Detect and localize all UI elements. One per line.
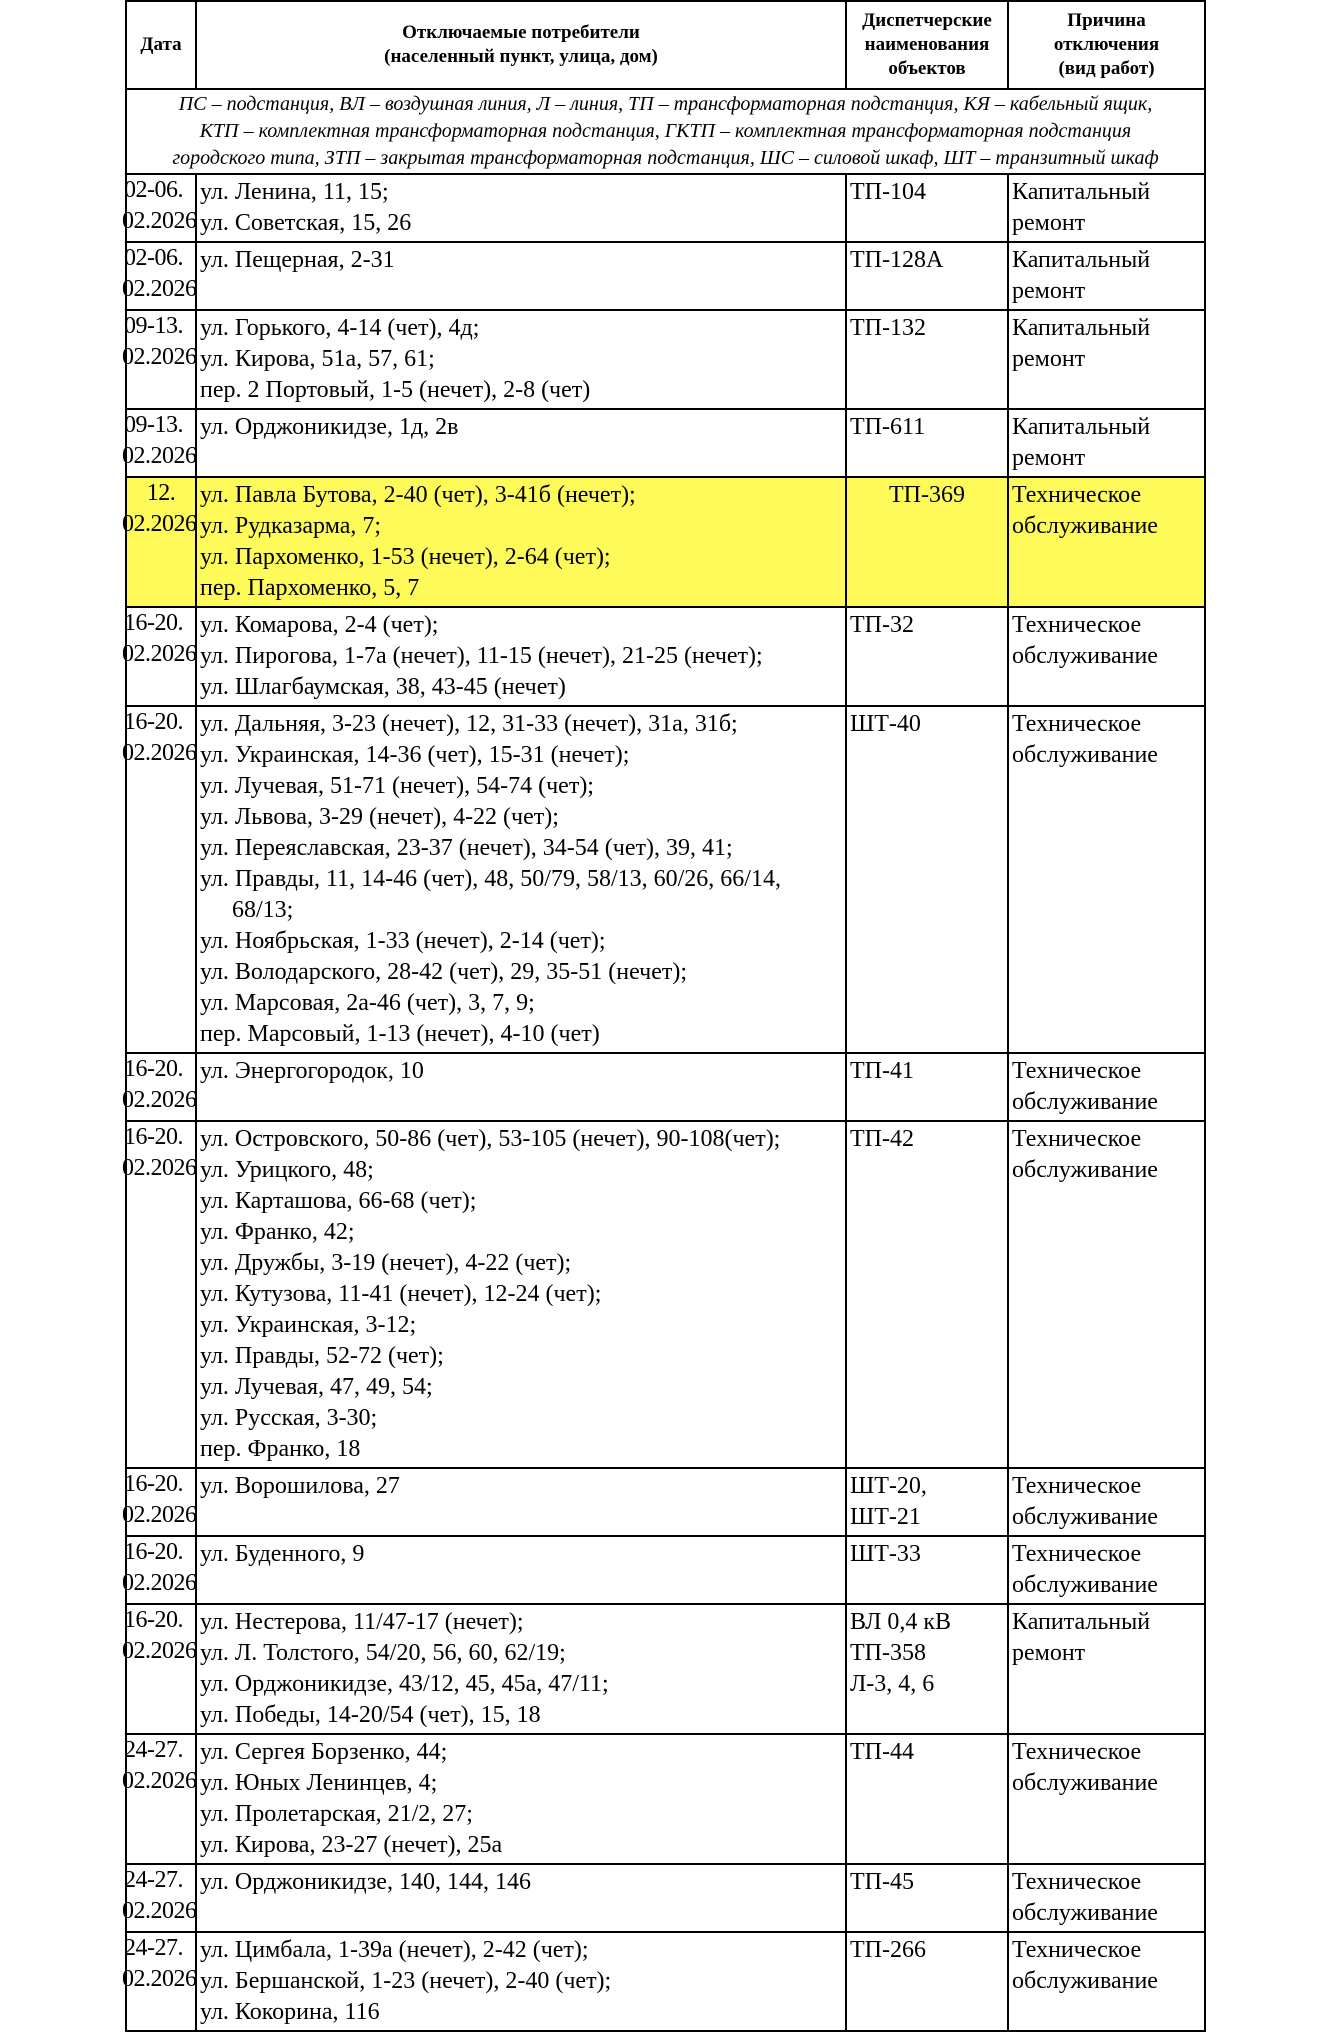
consumer-address: ул. Кокорина, 116 xyxy=(200,1999,380,2025)
schedule-row xyxy=(126,174,1205,242)
consumer-address: ул. Юных Ленинцев, 4; xyxy=(200,1770,438,1796)
reason-text: обслуживание xyxy=(1012,1157,1158,1183)
date-cell xyxy=(122,1053,197,1121)
reason-text: ремонт xyxy=(1012,346,1086,372)
dispatch-object-name: ШТ-20, xyxy=(850,1473,927,1499)
reason-text: Техническое xyxy=(1012,612,1142,638)
dispatch-object-name: ТП-128А xyxy=(850,247,944,273)
consumer-address: ул. Кутузова, 11-41 (нечет), 12-24 (чет); xyxy=(200,1281,602,1307)
consumers-cell xyxy=(196,1734,846,1864)
date-text: 12. xyxy=(146,480,176,506)
dispatch-object-cell xyxy=(846,1604,1008,1734)
consumer-address: ул. Сергея Борзенко, 44; xyxy=(200,1739,448,1765)
reason-text: Техническое xyxy=(1012,1739,1142,1765)
reason-text: Техническое xyxy=(1012,482,1142,508)
dispatch-object-name: ШТ-40 xyxy=(850,711,921,737)
date-text: 02.2026 xyxy=(122,1155,197,1181)
reason-cell xyxy=(1008,310,1205,409)
schedule-row xyxy=(126,1932,1205,2031)
reason-cell xyxy=(1008,1734,1205,1864)
consumer-address: ул. Львова, 3-29 (нечет), 4-22 (чет); xyxy=(200,804,559,830)
reason-cell xyxy=(1008,1121,1205,1468)
consumer-address: ул. Переяславская, 23-37 (нечет), 34-54 (чет), 39, 41; xyxy=(200,835,733,861)
consumer-address: ул. Шлагбаумская, 38, 43-45 (нечет) xyxy=(200,674,566,700)
date-text: 02.2026 xyxy=(122,1570,197,1596)
reason-text: обслуживание xyxy=(1012,1968,1158,1994)
dispatch-object-cell xyxy=(846,1053,1008,1121)
reason-cell xyxy=(1008,409,1205,477)
reason-text: ремонт xyxy=(1012,1640,1086,1666)
reason-text: Техническое xyxy=(1012,1869,1142,1895)
consumer-address: пер. 2 Портовый, 1-5 (нечет), 2-8 (чет) xyxy=(200,377,591,403)
schedule-row xyxy=(126,1536,1205,1604)
reason-text: обслуживание xyxy=(1012,1770,1158,1796)
schedule-row xyxy=(126,1468,1205,1536)
date-cell xyxy=(122,174,197,242)
consumers-cell xyxy=(196,174,846,242)
consumer-address: ул. Энергогородок, 10 xyxy=(200,1058,424,1084)
consumers-cell xyxy=(196,1604,846,1734)
consumer-address: ул. Украинская, 14-36 (чет), 15-31 (нечет); xyxy=(200,742,630,768)
date-cell xyxy=(122,607,197,706)
consumers-cell xyxy=(196,1536,846,1604)
dispatch-object-cell xyxy=(846,477,1008,607)
reason-cell xyxy=(1008,706,1205,1053)
consumers-cell xyxy=(196,1468,846,1536)
outage-schedule-table xyxy=(122,0,1206,2032)
consumer-address: ул. Комарова, 2-4 (чет); xyxy=(200,612,439,638)
consumers-cell xyxy=(196,409,846,477)
reason-text: обслуживание xyxy=(1012,1900,1158,1926)
dispatch-object-name: ТП-611 xyxy=(850,414,926,440)
reason-text: Капитальный xyxy=(1012,247,1151,273)
date-text: 16-20. xyxy=(124,1056,183,1082)
reason-cell xyxy=(1008,1536,1205,1604)
dispatch-object-cell xyxy=(846,706,1008,1053)
abbreviation-legend: ПС – подстанция, ВЛ – воздушная линия, Л – линия, ТП – трансформаторная подстанция, КЯ – кабельный ящик, КТП – комплектная трансформаторная подстанция, ГКТП – комплектная трансформаторная подстанция городского типа, ЗТП – закрытая трансформаторная подстанция, ШС – силовой шкаф, ШТ – транзитный шкаф xyxy=(126,89,1205,174)
date-text: 02-06. xyxy=(124,177,183,203)
consumer-address: ул. Правды, 11, 14-46 (чет), 48, 50/79, 58/13, 60/26, 66/14, xyxy=(200,866,781,892)
reason-text: обслуживание xyxy=(1012,513,1158,539)
consumer-address: ул. Рудказарма, 7; xyxy=(200,513,382,539)
date-text: 02.2026 xyxy=(122,641,197,667)
reason-text: ремонт xyxy=(1012,278,1086,304)
consumer-address: ул. Орджоникидзе, 140, 144, 146 xyxy=(200,1869,531,1895)
consumer-address: ул. Марсовая, 2а-46 (чет), 3, 7, 9; xyxy=(200,990,535,1016)
consumer-address: ул. Правды, 52-72 (чет); xyxy=(200,1343,444,1369)
schedule-row xyxy=(126,607,1205,706)
date-cell xyxy=(122,409,197,477)
date-text: 02.2026 xyxy=(122,1966,197,1992)
reason-text: Техническое xyxy=(1012,1126,1142,1152)
dispatch-object-name: ТП-358 xyxy=(850,1640,926,1666)
consumer-address: ул. Орджоникидзе, 1д, 2в xyxy=(200,414,459,440)
reason-cell xyxy=(1008,1864,1205,1932)
reason-cell xyxy=(1008,1604,1205,1734)
dispatch-object-name: ТП-41 xyxy=(850,1058,914,1084)
date-text: 09-13. xyxy=(124,313,183,339)
date-cell xyxy=(122,1604,197,1734)
date-cell xyxy=(122,1468,197,1536)
consumer-address: ул. Кирова, 23-27 (нечет), 25а xyxy=(200,1832,503,1858)
consumer-address: ул. Дальняя, 3-23 (нечет), 12, 31-33 (нечет), 31а, 31б; xyxy=(200,711,738,737)
consumers-cell xyxy=(196,477,846,607)
date-cell xyxy=(122,706,197,1053)
schedule-row-highlighted xyxy=(126,477,1205,607)
schedule-row xyxy=(126,1604,1205,1734)
date-text: 02.2026 xyxy=(122,276,197,302)
schedule-row xyxy=(126,1734,1205,1864)
reason-cell xyxy=(1008,1932,1205,2031)
schedule-row xyxy=(126,242,1205,310)
consumer-address: ул. Русская, 3-30; xyxy=(200,1405,378,1431)
reason-text: Капитальный xyxy=(1012,179,1151,205)
consumer-address: ул. Пархоменко, 1-53 (нечет), 2-64 (чет); xyxy=(200,544,611,570)
date-text: 16-20. xyxy=(124,1607,183,1633)
reason-text: обслуживание xyxy=(1012,1572,1158,1598)
consumer-address: ул. Франко, 42; xyxy=(200,1219,355,1245)
reason-cell xyxy=(1008,607,1205,706)
date-text: 16-20. xyxy=(124,610,183,636)
header-reason: Причина отключения (вид работ) xyxy=(1008,1,1205,89)
reason-cell xyxy=(1008,174,1205,242)
dispatch-object-name: Л-3, 4, 6 xyxy=(850,1671,935,1697)
consumer-address: ул. Урицкого, 48; xyxy=(200,1157,374,1183)
reason-cell xyxy=(1008,477,1205,607)
reason-text: Техническое xyxy=(1012,1473,1142,1499)
reason-text: обслуживание xyxy=(1012,742,1158,768)
header-objects: Диспетчерские наименования объектов xyxy=(846,1,1008,89)
consumer-address: ул. Лучевая, 51-71 (нечет), 54-74 (чет); xyxy=(200,773,594,799)
dispatch-object-name: ШТ-33 xyxy=(850,1541,921,1567)
schedule-row xyxy=(126,1121,1205,1468)
dispatch-object-name: ТП-369 xyxy=(889,482,965,508)
date-text: 02.2026 xyxy=(122,1087,197,1113)
consumer-address: ул. Володарского, 28-42 (чет), 29, 35-51 (нечет); xyxy=(200,959,688,985)
consumer-address: ул. Буденного, 9 xyxy=(200,1541,365,1567)
consumer-address: ул. Карташова, 66-68 (чет); xyxy=(200,1188,477,1214)
header-date: Дата xyxy=(126,1,196,89)
consumer-address: ул. Цимбала, 1-39а (нечет), 2-42 (чет); xyxy=(200,1937,589,1963)
legend-row xyxy=(126,89,1205,174)
date-text: 02.2026 xyxy=(122,740,197,766)
consumer-address: ул. Бершанской, 1-23 (нечет), 2-40 (чет); xyxy=(200,1968,612,1994)
reason-cell xyxy=(1008,1468,1205,1536)
dispatch-object-cell xyxy=(846,1932,1008,2031)
consumer-address: ул. Островского, 50-86 (чет), 53-105 (нечет), 90-108(чет); xyxy=(200,1126,781,1152)
dispatch-object-name: ТП-44 xyxy=(850,1739,914,1765)
date-cell xyxy=(122,1121,197,1468)
consumer-address: пер. Марсовый, 1-13 (нечет), 4-10 (чет) xyxy=(200,1021,600,1047)
consumer-address: ул. Нестерова, 11/47-17 (нечет); xyxy=(200,1609,524,1635)
date-text: 24-27. xyxy=(124,1867,183,1893)
header-row xyxy=(126,1,1205,89)
header-consumers: Отключаемые потребители (населенный пункт, улица, дом) xyxy=(196,1,846,89)
reason-text: обслуживание xyxy=(1012,1504,1158,1530)
consumer-address: ул. Ленина, 11, 15; xyxy=(200,179,389,205)
dispatch-object-name: ВЛ 0,4 кВ xyxy=(850,1609,952,1635)
consumer-address: ул. Орджоникидзе, 43/12, 45, 45а, 47/11; xyxy=(200,1671,609,1697)
dispatch-object-cell xyxy=(846,242,1008,310)
dispatch-object-name: ТП-42 xyxy=(850,1126,914,1152)
schedule-row xyxy=(126,706,1205,1053)
date-cell xyxy=(122,1536,197,1604)
date-text: 24-27. xyxy=(124,1935,183,1961)
consumer-address: 68/13; xyxy=(232,897,294,923)
date-cell xyxy=(122,1932,197,2031)
consumers-cell xyxy=(196,706,846,1053)
date-cell xyxy=(122,477,197,607)
dispatch-object-cell xyxy=(846,1734,1008,1864)
reason-cell xyxy=(1008,1053,1205,1121)
schedule-row xyxy=(126,1864,1205,1932)
dispatch-object-name: ШТ-21 xyxy=(850,1504,921,1530)
date-text: 16-20. xyxy=(124,1539,183,1565)
dispatch-object-cell xyxy=(846,1121,1008,1468)
consumer-address: ул. Пещерная, 2-31 xyxy=(200,247,395,273)
consumer-address: ул. Советская, 15, 26 xyxy=(200,210,412,236)
date-text: 02-06. xyxy=(124,245,183,271)
consumer-address: ул. Украинская, 3-12; xyxy=(200,1312,417,1338)
consumers-cell xyxy=(196,607,846,706)
date-cell xyxy=(122,242,197,310)
date-text: 02.2026 xyxy=(122,1898,197,1924)
date-text: 16-20. xyxy=(124,1471,183,1497)
reason-text: Техническое xyxy=(1012,1058,1142,1084)
date-text: 02.2026 xyxy=(122,208,197,234)
reason-text: обслуживание xyxy=(1012,1089,1158,1115)
consumer-address: ул. Павла Бутова, 2-40 (чет), 3-41б (нечет); xyxy=(200,482,636,508)
date-cell xyxy=(122,310,197,409)
consumer-address: ул. Лучевая, 47, 49, 54; xyxy=(200,1374,433,1400)
consumers-cell xyxy=(196,310,846,409)
consumer-address: ул. Ворошилова, 27 xyxy=(200,1473,400,1499)
dispatch-object-name: ТП-32 xyxy=(850,612,914,638)
consumer-address: пер. Франко, 18 xyxy=(200,1436,361,1462)
consumers-cell xyxy=(196,1121,846,1468)
consumer-address: ул. Горького, 4-14 (чет), 4д; xyxy=(200,315,480,341)
dispatch-object-name: ТП-266 xyxy=(850,1937,926,1963)
reason-text: ремонт xyxy=(1012,210,1086,236)
reason-text: обслуживание xyxy=(1012,643,1158,669)
date-cell xyxy=(122,1864,197,1932)
consumer-address: ул. Ноябрьская, 1-33 (нечет), 2-14 (чет); xyxy=(200,928,606,954)
dispatch-object-cell xyxy=(846,607,1008,706)
date-cell xyxy=(122,1734,197,1864)
consumer-address: ул. Пролетарская, 21/2, 27; xyxy=(200,1801,473,1827)
date-text: 16-20. xyxy=(124,1124,183,1150)
dispatch-object-cell xyxy=(846,310,1008,409)
date-text: 02.2026 xyxy=(122,1768,197,1794)
dispatch-object-cell xyxy=(846,409,1008,477)
reason-text: Техническое xyxy=(1012,1937,1142,1963)
dispatch-object-cell xyxy=(846,1468,1008,1536)
consumer-address: ул. Победы, 14-20/54 (чет), 15, 18 xyxy=(200,1702,541,1728)
consumers-cell xyxy=(196,1932,846,2031)
reason-text: Техническое xyxy=(1012,711,1142,737)
reason-text: Капитальный xyxy=(1012,1609,1151,1635)
date-text: 02.2026 xyxy=(122,511,197,537)
reason-text: Техническое xyxy=(1012,1541,1142,1567)
date-text: 02.2026 xyxy=(122,344,197,370)
date-text: 09-13. xyxy=(124,412,183,438)
reason-cell xyxy=(1008,242,1205,310)
consumer-address: ул. Кирова, 51а, 57, 61; xyxy=(200,346,435,372)
reason-text: ремонт xyxy=(1012,445,1086,471)
dispatch-object-cell xyxy=(846,174,1008,242)
dispatch-object-cell xyxy=(846,1536,1008,1604)
date-text: 02.2026 xyxy=(122,443,197,469)
schedule-row xyxy=(126,409,1205,477)
date-text: 02.2026 xyxy=(122,1638,197,1664)
consumers-cell xyxy=(196,1864,846,1932)
consumer-address: пер. Пархоменко, 5, 7 xyxy=(200,575,420,601)
consumer-address: ул. Л. Толстого, 54/20, 56, 60, 62/19; xyxy=(200,1640,566,1666)
date-text: 16-20. xyxy=(124,709,183,735)
consumers-cell xyxy=(196,242,846,310)
date-text: 02.2026 xyxy=(122,1502,197,1528)
consumer-address: ул. Дружбы, 3-19 (нечет), 4-22 (чет); xyxy=(200,1250,572,1276)
schedule-row xyxy=(126,1053,1205,1121)
consumers-cell xyxy=(196,1053,846,1121)
schedule-row xyxy=(126,310,1205,409)
reason-text: Капитальный xyxy=(1012,414,1151,440)
date-text: 24-27. xyxy=(124,1737,183,1763)
consumer-address: ул. Пирогова, 1-7а (нечет), 11-15 (нечет), 21-25 (нечет); xyxy=(200,643,763,669)
dispatch-object-name: ТП-45 xyxy=(850,1869,914,1895)
dispatch-object-cell xyxy=(846,1864,1008,1932)
dispatch-object-name: ТП-132 xyxy=(850,315,926,341)
dispatch-object-name: ТП-104 xyxy=(850,179,926,205)
reason-text: Капитальный xyxy=(1012,315,1151,341)
